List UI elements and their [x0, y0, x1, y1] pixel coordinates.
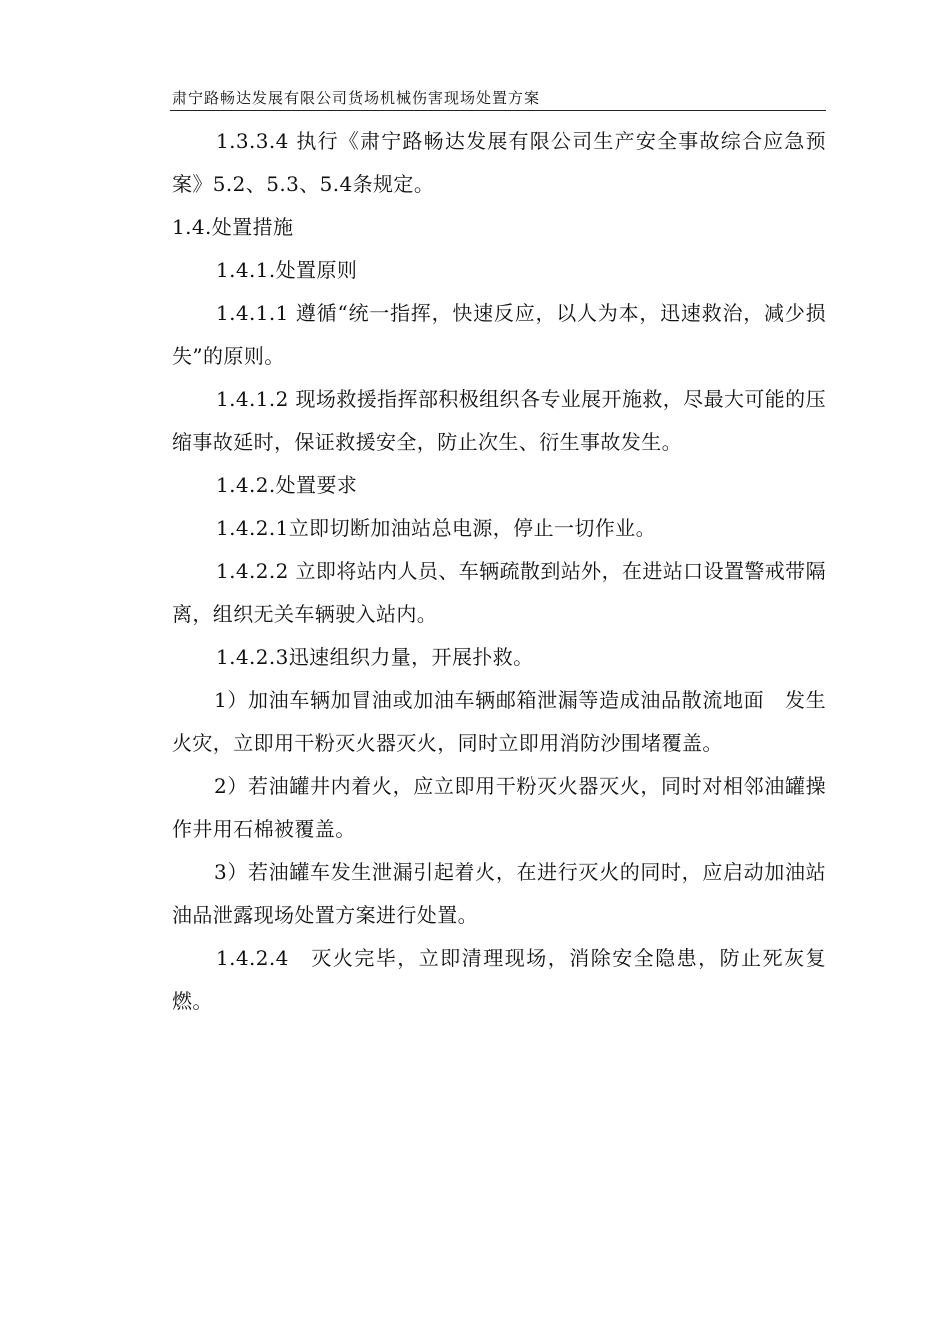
paragraph-1-4-2-1: 1.4.2.1立即切断加油站总电源，停止一切作业。 — [216, 516, 656, 540]
subsection-heading-1-4-1: 1.4.1.处置原则 — [216, 258, 358, 282]
subsection-heading-1-4-2: 1.4.2.处置要求 — [216, 473, 358, 497]
section-heading-1-4: 1.4.处置措施 — [172, 215, 294, 239]
paragraph-1-3-3-4: 1.3.3.4 执行《肃宁路畅达发展有限公司生产安全事故综合应急预案》5.2、5.3、5.4条规定。 — [172, 129, 826, 196]
paragraph-1-4-2-3: 1.4.2.3迅速组织力量，开展扑救。 — [216, 645, 534, 669]
page-header: 肃宁路畅达发展有限公司货场机械伤害现场处置方案 — [172, 89, 541, 107]
list-item-2: 2）若油罐井内着火，应立即用干粉灭火器灭火，同时对相邻油罐操作井用石棉被覆盖。 — [172, 774, 826, 841]
paragraph-1-4-1-2: 1.4.1.2 现场救援指挥部积极组织各专业展开施救，尽最大可能的压缩事故延时，保证救援安全，防止次生、衍生事故发生。 — [172, 387, 826, 454]
header-divider — [170, 110, 826, 111]
paragraph-1-4-2-2: 1.4.2.2 立即将站内人员、车辆疏散到站外，在进站口设置警戒带隔离，组织无关车辆驶入站内。 — [172, 559, 826, 626]
list-item-1: 1）加油车辆加冒油或加油车辆邮箱泄漏等造成油品散流地面 发生火灾，立即用干粉灭火器灭火，同时立即用消防沙围堵覆盖。 — [172, 688, 826, 755]
paragraph-1-4-1-1: 1.4.1.1 遵循“统一指挥，快速反应，以人为本，迅速救治，减少损失”的原则。 — [172, 301, 826, 368]
list-item-3: 3）若油罐车发生泄漏引起着火，在进行灭火的同时，应启动加油站油品泄露现场处置方案进行处置。 — [172, 860, 826, 927]
document-body — [172, 120, 826, 1023]
paragraph-1-4-2-4: 1.4.2.4 灭火完毕，立即清理现场，消除安全隐患，防止死灰复燃。 — [172, 946, 826, 1013]
